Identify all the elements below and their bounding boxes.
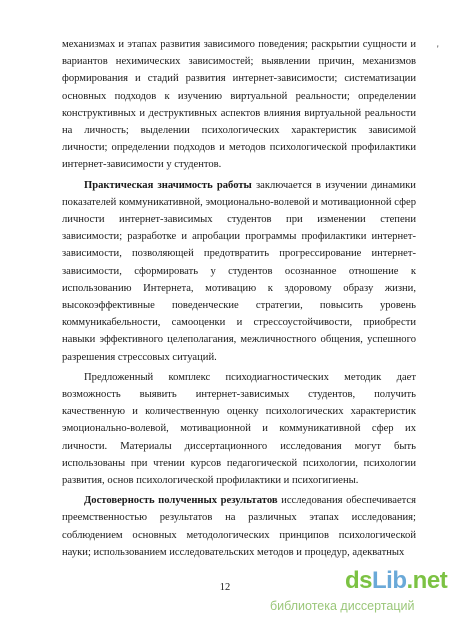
paragraph-lead-reliability: Достоверность полученных результатов: [84, 495, 278, 507]
paragraph-lead-practical: Практическая значимость работы: [84, 179, 252, 191]
paragraph-practical-significance: [62, 177, 416, 366]
paragraph-methods: Предложенный комплекс психодиагностических методик дает возможность выявить интернет-зависимых студентов, получить качественную и количественную оценку психологических характеристик эмоционально-волевой, мотивационной и коммуникативной сфер их личности. Материалы диссертационного исследования могут быть использованы при чтении курсов педагогической психологии, психологии развития, основ психологической профилактики и психогигиены.: [62, 371, 416, 487]
document-page: [62, 36, 416, 561]
watermark: [250, 567, 446, 617]
watermark-logo: dsLib.net: [345, 567, 448, 594]
paragraph-1: механизмах и этапах развития зависимого поведения; раскрытии сущности и вариантов нехимических зависимостей; выявлении причин, механизмов формирования и стадий развития интернет-зависимости; систематизации основных подходов к изучению виртуальной реальности; определении конструктивных и деструктивных аспектов влияния виртуальной реальности на личность; выделении психологических характеристик зависимой личности; определении подходов и методов психологической профилактики интернет-зависимости у студентов.: [62, 39, 416, 171]
paragraph-text-reliability: исследования обеспечивается преемственностью результатов на различных этапах исследования; соблюдением основных методологических принципов психологической науки; использованием исследовательских методов и процедур, адекватных: [62, 495, 416, 558]
edge-mark: ': [437, 44, 439, 54]
page-number: 12: [219, 582, 231, 593]
paragraph-reliability: [62, 492, 416, 561]
paragraph-text-practical: заключается в изучении динамики показателей коммуникативной, эмоционально-волевой и мотивационной сфер личности интернет-зависимых студентов при изменении степени зависимости; разработке и апробации программы профилактики интернет-зависимости, позволяющей предотвратить прогрессирование интернет-зависимости, сформировать у студентов осознанное отношение к использованию Интернета, мотивацию к здоровому образу жизни, высокоэффективные поведенческие стратегии, повысить уровень коммуникабельности, самооценки и стрессоустойчивости, приобрести навыки эффективного целеполагания, межличностного общения, успешного разрешения стрессовых ситуаций.: [62, 179, 416, 363]
watermark-subtitle: библиотека диссертаций: [270, 599, 415, 613]
